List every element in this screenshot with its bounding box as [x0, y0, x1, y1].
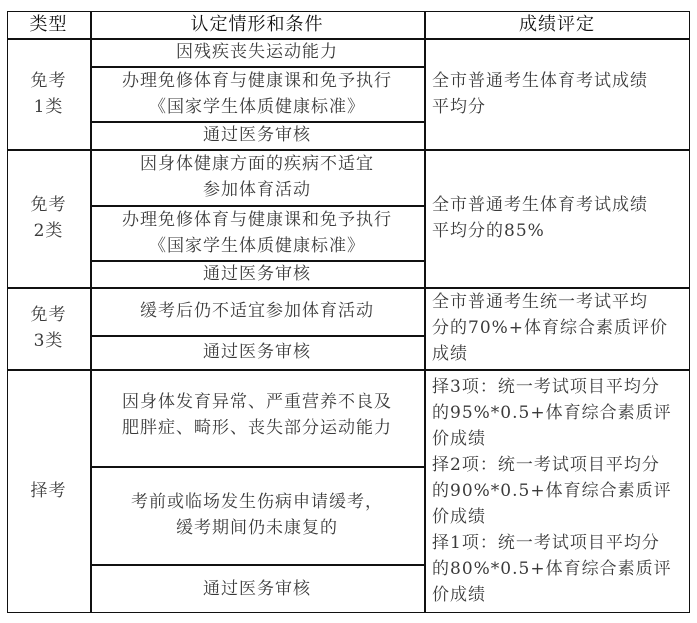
condition-text: 参加体育活动	[203, 180, 311, 200]
type-cell-exempt-3	[7, 287, 90, 369]
condition-cell	[90, 149, 424, 205]
condition-text: 《国家学生体质健康标准》	[149, 235, 365, 256]
score-text: 的95%*0.5+体育综合素质评	[432, 403, 672, 423]
condition-text: 因身体健康方面的疾病不适宜	[140, 154, 374, 174]
condition-text: 通过医务审核	[203, 342, 311, 362]
score-text: 分的70%+体育综合素质评价	[432, 318, 669, 338]
score-text: 择1项：统一考试项目平均分	[432, 533, 660, 553]
score-text: 价成绩	[432, 585, 486, 605]
score-cell	[424, 287, 690, 369]
condition-text: 办理免修体育与健康课和免予执行	[122, 70, 392, 91]
score-text: 全市普通考生体育考试成绩	[432, 195, 648, 215]
condition-text: 办理免修体育与健康课和免予执行	[122, 209, 392, 230]
condition-cell	[90, 260, 424, 287]
condition-text: 缓考后仍不适宜参加体育活动	[140, 301, 374, 321]
type-cell-optional	[7, 369, 90, 613]
condition-cell	[90, 205, 424, 260]
score-text: 价成绩	[432, 429, 486, 449]
type-cell-exempt-1	[7, 38, 90, 149]
condition-text: 肥胖症、畸形、丧失部分运动能力	[122, 418, 392, 438]
condition-cell	[90, 369, 424, 466]
type-cell-exempt-2	[7, 149, 90, 287]
score-text: 全市普通考生统一考试平均	[432, 292, 648, 312]
score-cell	[424, 369, 690, 613]
type-label-line1: 免考	[30, 305, 67, 325]
score-text: 价成绩	[432, 507, 486, 527]
condition-text: 通过医务审核	[203, 578, 311, 599]
type-label-line2: 1类	[33, 96, 64, 117]
score-text: 的80%*0.5+体育综合素质评	[432, 559, 672, 579]
condition-text: 通过医务审核	[203, 125, 311, 145]
condition-text: 通过医务审核	[203, 263, 311, 284]
score-cell	[424, 38, 690, 149]
score-text: 择2项：统一考试项目平均分	[432, 455, 660, 475]
type-label-line2: 2类	[33, 221, 64, 241]
header-conditions	[90, 11, 424, 38]
condition-cell	[90, 564, 424, 613]
header-score-label: 成绩评定	[519, 13, 595, 35]
condition-text: 《国家学生体质健康标准》	[149, 96, 365, 117]
condition-cell	[90, 335, 424, 369]
type-label-line2: 3类	[33, 331, 64, 351]
condition-cell	[90, 466, 424, 564]
condition-text: 缓考期间仍未康复的	[176, 518, 338, 538]
header-score	[424, 11, 690, 38]
condition-cell	[90, 38, 424, 66]
score-text: 平均分	[432, 96, 486, 117]
condition-text: 因残疾丧失运动能力	[176, 42, 338, 62]
header-type	[7, 11, 90, 38]
score-text: 成绩	[432, 344, 468, 364]
condition-cell	[90, 66, 424, 121]
condition-text: 因身体发育异常、严重营养不良及	[122, 392, 392, 412]
condition-text: 考前或临场发生伤病申请缓考，	[131, 492, 383, 512]
score-cell	[424, 149, 690, 287]
type-label-line1: 择考	[30, 481, 67, 501]
score-text: 择3项：统一考试项目平均分	[432, 377, 660, 397]
type-label-line1: 免考	[30, 195, 67, 215]
score-text: 的90%*0.5+体育综合素质评	[432, 481, 672, 501]
header-type-label: 类型	[29, 13, 68, 35]
condition-cell	[90, 287, 424, 335]
condition-cell	[90, 121, 424, 149]
header-conditions-label: 认定情形和条件	[190, 13, 324, 35]
score-text: 平均分的85%	[432, 221, 545, 241]
type-label-line1: 免考	[30, 70, 67, 91]
score-text: 全市普通考生体育考试成绩	[432, 70, 648, 91]
